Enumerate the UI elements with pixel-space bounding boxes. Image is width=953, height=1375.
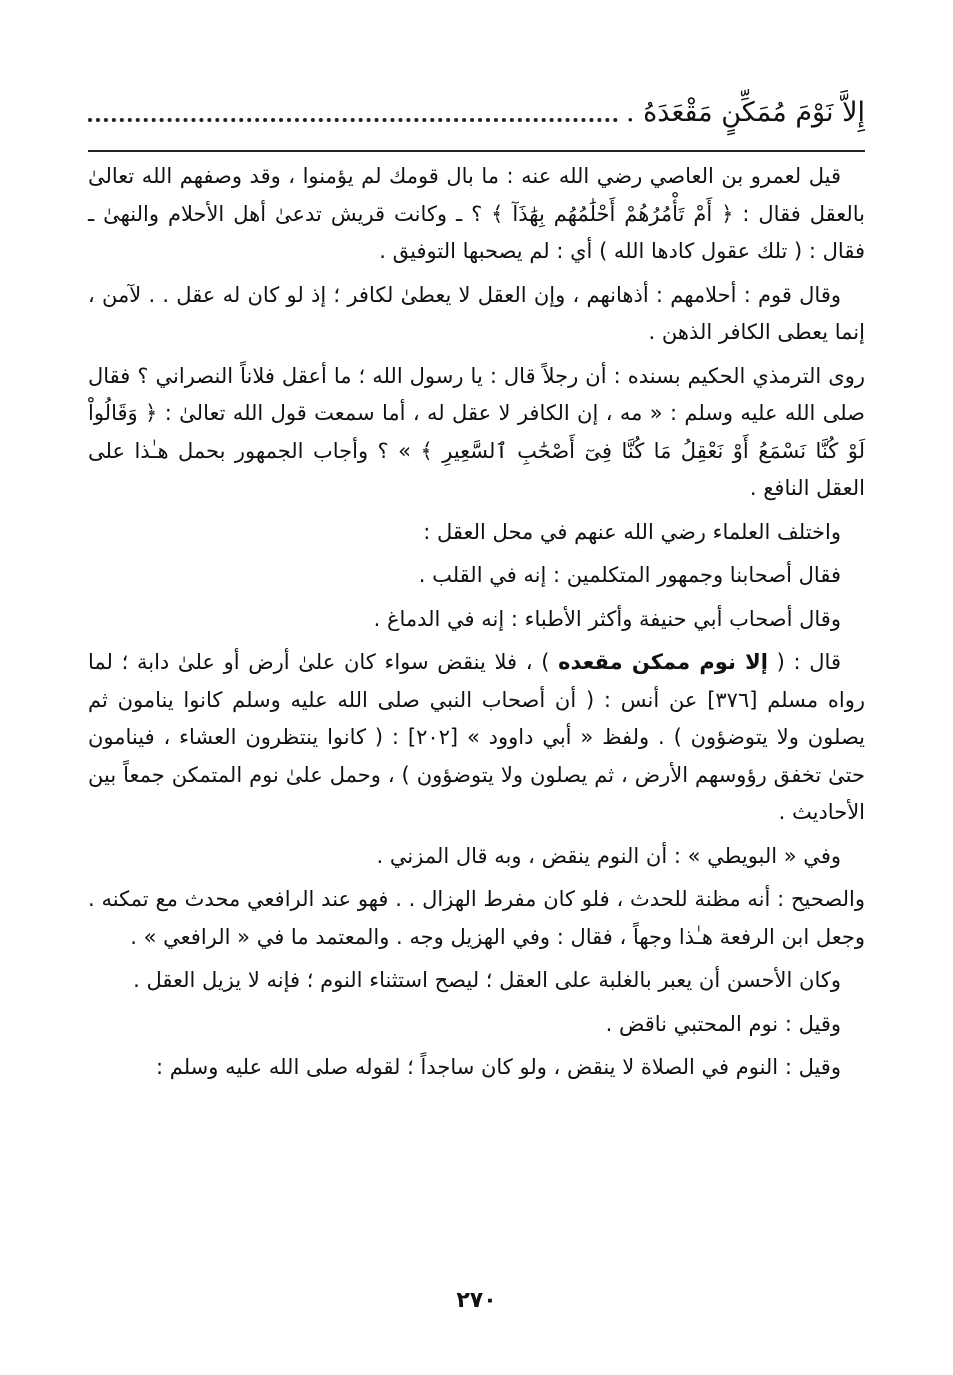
- paragraph: واختلف العلماء رضي الله عنهم في محل العقل :: [423, 519, 841, 544]
- paragraph: وقال أصحاب أبي حنيفة وأكثر الأطباء : إنه في الدماغ .: [373, 606, 841, 631]
- page-number: ٢٧٠: [456, 1288, 497, 1313]
- body-text: [88, 158, 865, 1093]
- running-header: [88, 78, 865, 128]
- paragraph: وفي « البويطي » : أن النوم ينقض ، وبه قال المزني .: [376, 843, 841, 868]
- header-rule: [88, 150, 865, 152]
- matn-prefix: قال : (: [768, 650, 841, 674]
- paragraph: وكان الأحسن أن يعبر بالغلبة على العقل ؛ ليصح استثناء النوم ؛ فإنه لا يزيل العقل .: [133, 968, 841, 992]
- paragraph: روى الترمذي الحكيم بسنده : أن رجلاً قال : يا رسول الله ؛ ما أعقل فلاناً النصراني ؟ فقال صلى الله عليه وسلم : « مه ، إن الكافر لا عقل له ، أما سمعت قول الله تعالىٰ : ﴿ وَقَالُواْ لَوْ كُنَّا نَسْمَعُ أَوْ نَعْقِلُ مَا كُنَّا فِىٓ أَصْحَٰبِ ٱلسَّعِيرِ ﴾ » ؟ وأجاب الجمهور بحمل هـٰذا على العقل النافع .: [88, 363, 865, 500]
- paragraph: وقال قوم : أحلامهم : أذهانهم ، وإن العقل لا يعطىٰ لكافر ؛ إذ لو كان له عقل . . لآمن ، إنما يعطى الكافر الذهن .: [88, 282, 865, 344]
- paragraph: قيل لعمرو بن العاصي رضي الله عنه : ما بال قومك لم يؤمنوا ، وقد وصفهم الله تعالىٰ بالعقل فقال : ﴿ أَمْ تَأْمُرُهُمْ أَحْلَٰمُهُم بِهَٰذَآ ﴾ ؟ ـ وكانت قريش تدعىٰ أهل الأحلام والنهىٰ ـ فقال : ( تلك عقول كادها الله ) أي : لم يصحبها التوفيق .: [88, 164, 865, 263]
- matn-paragraph: [88, 644, 865, 832]
- paragraph: وقيل : نوم المحتبي ناقض .: [605, 1011, 841, 1036]
- matn-commentary: ) ، فلا ينقض سواء كان علىٰ أرض أو علىٰ دابة ؛ لما رواه مسلم [٣٧٦] عن أنس : ( أن أصحاب النبي صلى الله عليه وسلم كانوا ينامون ثم يصلون ولا يتوضؤون ) . ولفظ « أبي داوود » [٢٠٢] : ( كانوا ينتظرون العشاء ، فينامون حتىٰ تخفق رؤوسهم الأرض ، ثم يصلون ولا يتوضؤون ) ، وحمل علىٰ نوم المتمكن جمعاً بين الأحاديث .: [88, 650, 865, 824]
- paragraph: والصحيح : أنه مظنة للحدث ، فلو كان مفرط الهزال . . فهو عند الرافعي محدث مع تمكنه . وجعل ابن الرفعة هـٰذا وجهاً ، فقال : وفي الهزيل وجه . والمعتمد ما في « الرافعي » .: [88, 887, 865, 949]
- matn-quote: إلا نوم ممكن مقعده: [558, 650, 768, 674]
- paragraph: وقيل : النوم في الصلاة لا ينقض ، ولو كان ساجداً ؛ لقوله صلى الله عليه وسلم :: [156, 1055, 841, 1079]
- header-dotted-leader: [88, 118, 618, 122]
- header-title: إِلاَّ نَوْمَ مُمَكِّنٍ مَقْعَدَهُ .: [626, 97, 865, 128]
- paragraph: فقال أصحابنا وجمهور المتكلمين : إنه في القلب .: [418, 563, 841, 587]
